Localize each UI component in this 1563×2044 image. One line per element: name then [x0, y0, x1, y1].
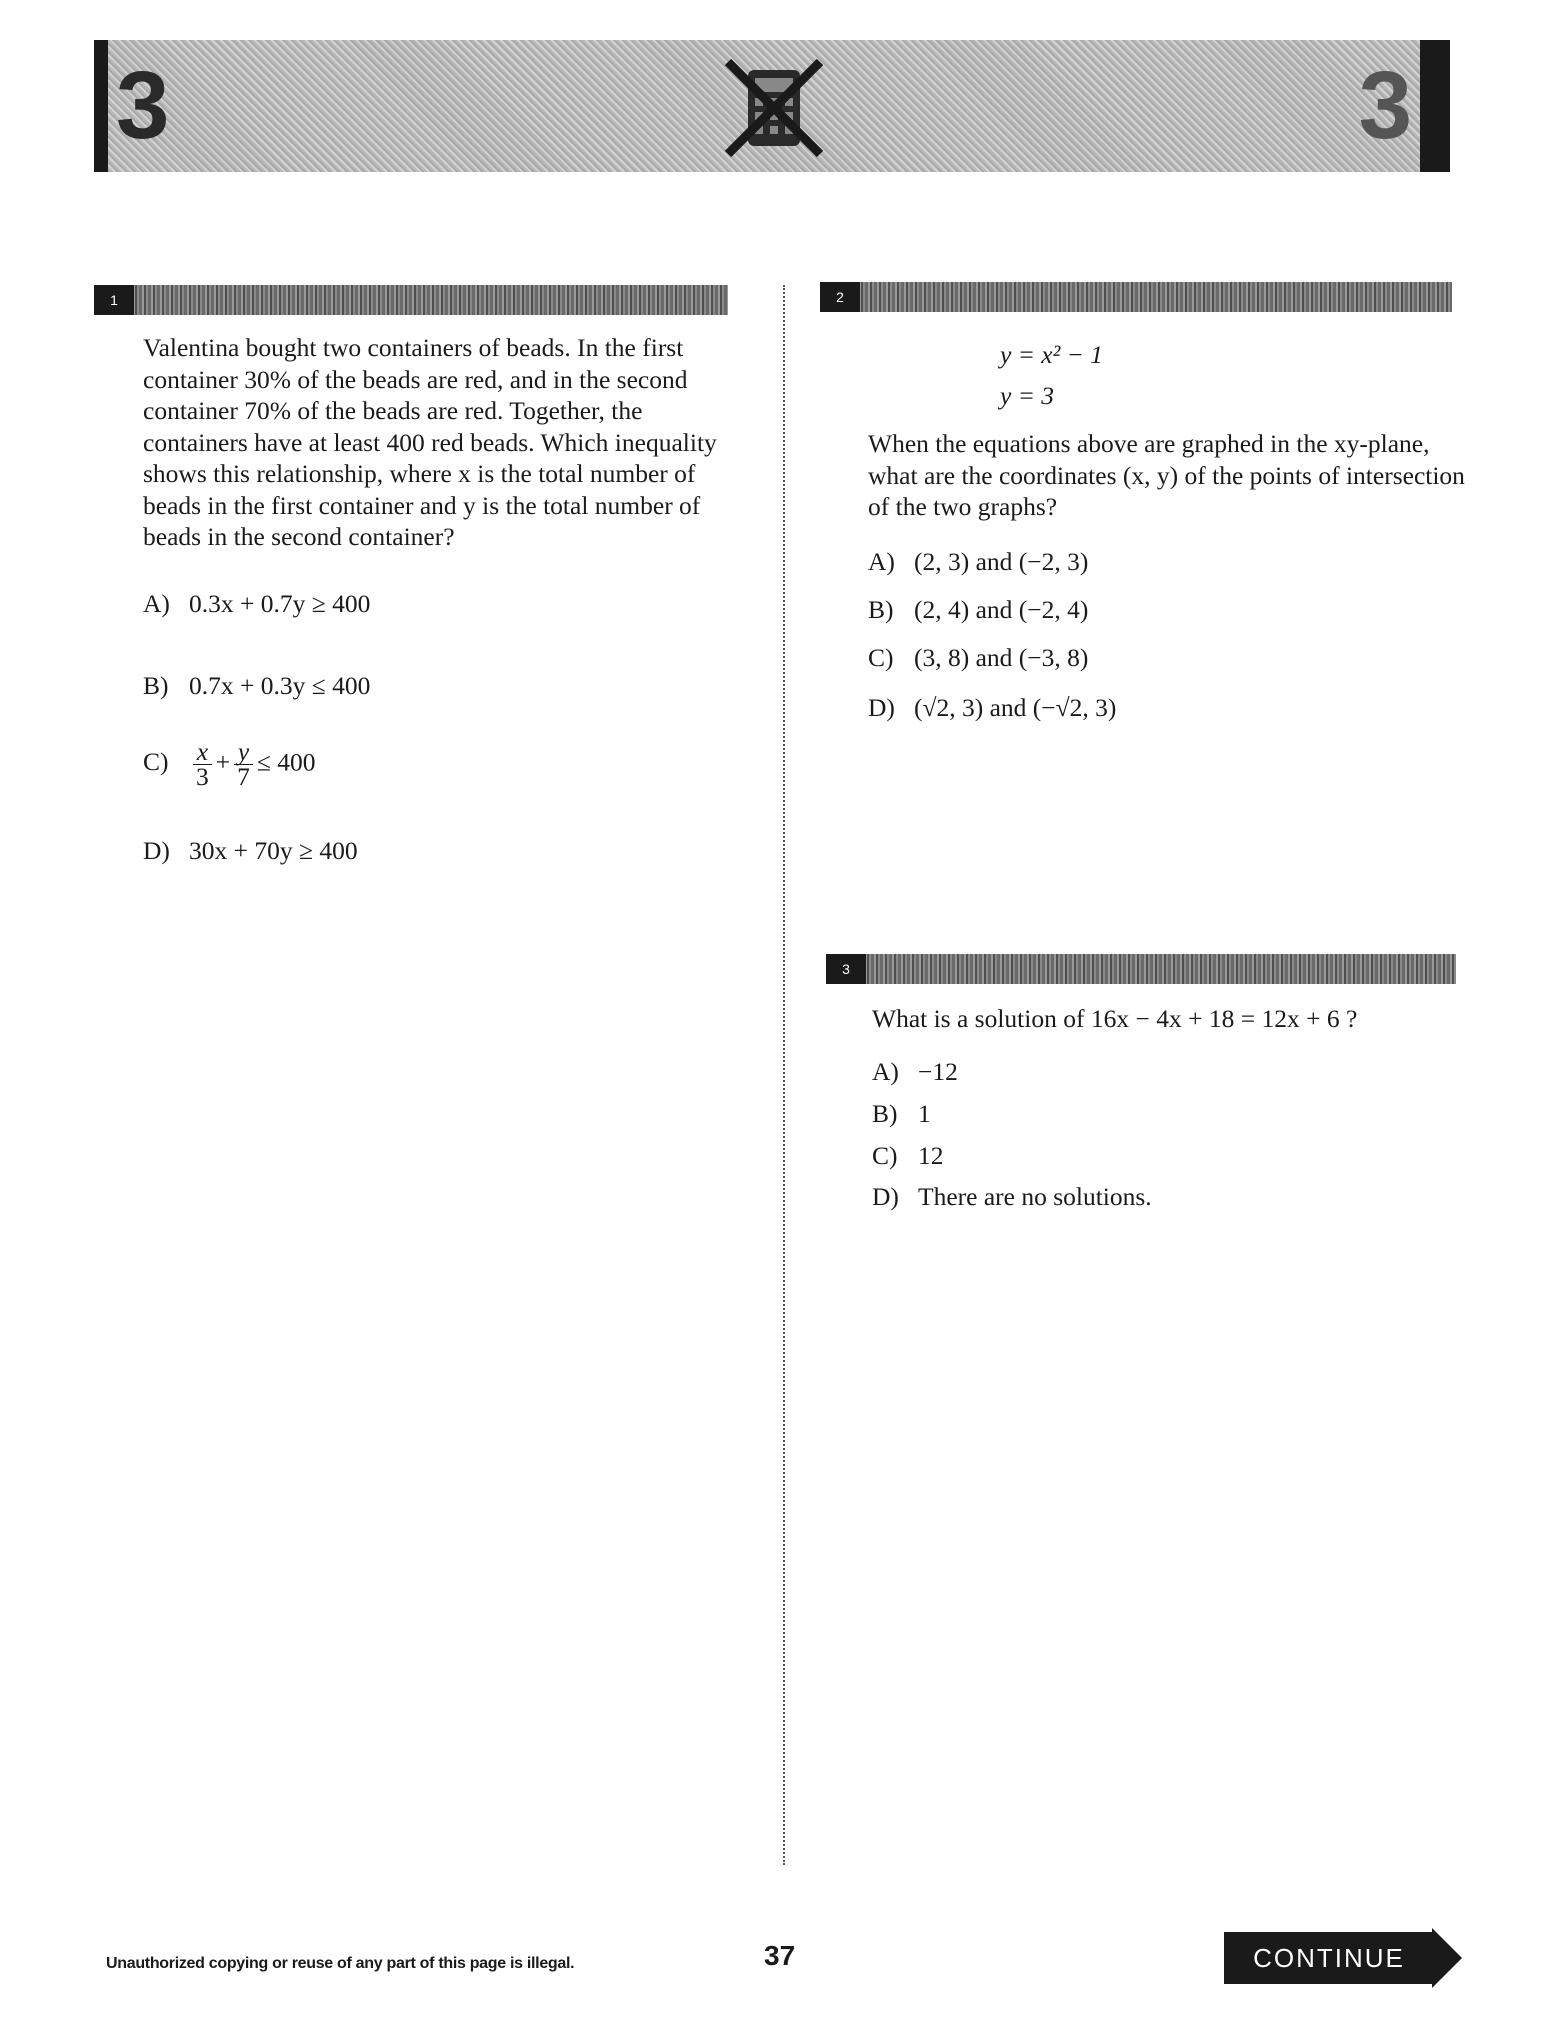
q3-choice-c-letter: C) [872, 1141, 898, 1170]
q2-choice-a-text: (2, 3) and (−2, 3) [914, 547, 1089, 576]
section-number-left: 3 [94, 40, 224, 172]
q2-equation-2: y = 3 [1000, 381, 1055, 410]
continue-label: CONTINUE [1253, 1943, 1405, 1973]
q3-choice-b[interactable] [872, 1098, 931, 1130]
q1-choice-a[interactable] [143, 588, 370, 620]
q1-choice-d[interactable] [143, 835, 358, 867]
question-3-number: 3 [826, 954, 866, 984]
question-2-bar [820, 282, 1452, 312]
q1-choice-c-fraction-2 [234, 737, 253, 791]
q1-choice-b-text: 0.7x + 0.3y ≤ 400 [189, 671, 371, 700]
q3-choice-c[interactable] [872, 1140, 944, 1172]
copyright-notice: Unauthorized copying or reuse of any part of this page is illegal. [106, 1955, 575, 1972]
q3-choice-a-letter: A) [872, 1057, 899, 1086]
q1-choice-b-letter: B) [143, 671, 169, 700]
q1-choice-c-den2: 7 [237, 762, 250, 791]
q3-choice-b-text: 1 [918, 1099, 931, 1128]
q3-choice-d-letter: D) [872, 1182, 899, 1211]
section-number-right: 3 [1300, 40, 1450, 172]
q3-choice-d[interactable] [872, 1181, 1152, 1213]
q2-choice-b[interactable] [868, 594, 1088, 626]
q2-choice-a-letter: A) [868, 547, 895, 576]
question-3-stem: What is a solution of 16x − 4x + 18 = 12x + 6 ? [872, 1004, 1358, 1033]
q3-choice-b-letter: B) [872, 1099, 898, 1128]
q1-choice-c-num1: x [193, 740, 212, 765]
q2-choice-b-letter: B) [868, 595, 894, 624]
q3-choice-a-text: −12 [918, 1057, 958, 1086]
question-1-bar [94, 285, 728, 315]
q3-choice-a[interactable] [872, 1056, 958, 1088]
q2-choice-c-text: (3, 8) and (−3, 8) [914, 643, 1089, 672]
q2-choice-d-text: (√2, 3) and (−√2, 3) [914, 693, 1117, 722]
page-number: 37 [764, 1940, 796, 1971]
column-divider [783, 285, 785, 1865]
q1-choice-c-letter: C) [143, 747, 169, 777]
q1-choice-a-text: 0.3x + 0.7y ≥ 400 [189, 589, 371, 618]
question-3-bar [826, 954, 1456, 984]
q1-choice-c-rest: ≤ 400 [256, 747, 316, 777]
question-2-stem: When the equations above are graphed in the xy-plane, what are the coordinates (x, y) of the points of intersection of the two graphs? [868, 429, 1465, 521]
q3-choice-c-text: 12 [918, 1141, 944, 1170]
q1-choice-b[interactable] [143, 670, 370, 702]
question-1-number: 1 [94, 285, 134, 315]
q1-choice-d-text: 30x + 70y ≥ 400 [189, 836, 358, 865]
q2-choice-b-text: (2, 4) and (−2, 4) [914, 595, 1089, 624]
q1-choice-c-fraction-1 [193, 737, 212, 791]
q1-choice-d-letter: D) [143, 836, 170, 865]
q1-choice-c[interactable] [143, 737, 316, 791]
q2-choice-c-letter: C) [868, 643, 894, 672]
question-2-number: 2 [820, 282, 860, 312]
q2-choice-d-letter: D) [868, 693, 895, 722]
q1-choice-c-den1: 3 [196, 762, 209, 791]
q2-choice-c[interactable] [868, 642, 1088, 674]
q1-choice-a-letter: A) [143, 589, 170, 618]
q3-choice-d-text: There are no solutions. [918, 1182, 1152, 1211]
q2-choice-d[interactable] [868, 692, 1116, 724]
q1-choice-c-plus: + [215, 747, 231, 777]
q1-choice-c-num2: y [234, 740, 253, 765]
no-calculator-icon [718, 52, 830, 164]
q2-equation-1: y = x² − 1 [1000, 340, 1103, 369]
question-1-stem: Valentina bought two containers of beads. In the first container 30% of the beads are red, and in the second container 70% of the beads are red. Together, the containers have at least 400 red beads. Which inequality shows this relationship, where x is the total number of beads in the first container and y is the total number of beads in the second container? [143, 333, 717, 551]
q2-choice-a[interactable] [868, 546, 1088, 578]
